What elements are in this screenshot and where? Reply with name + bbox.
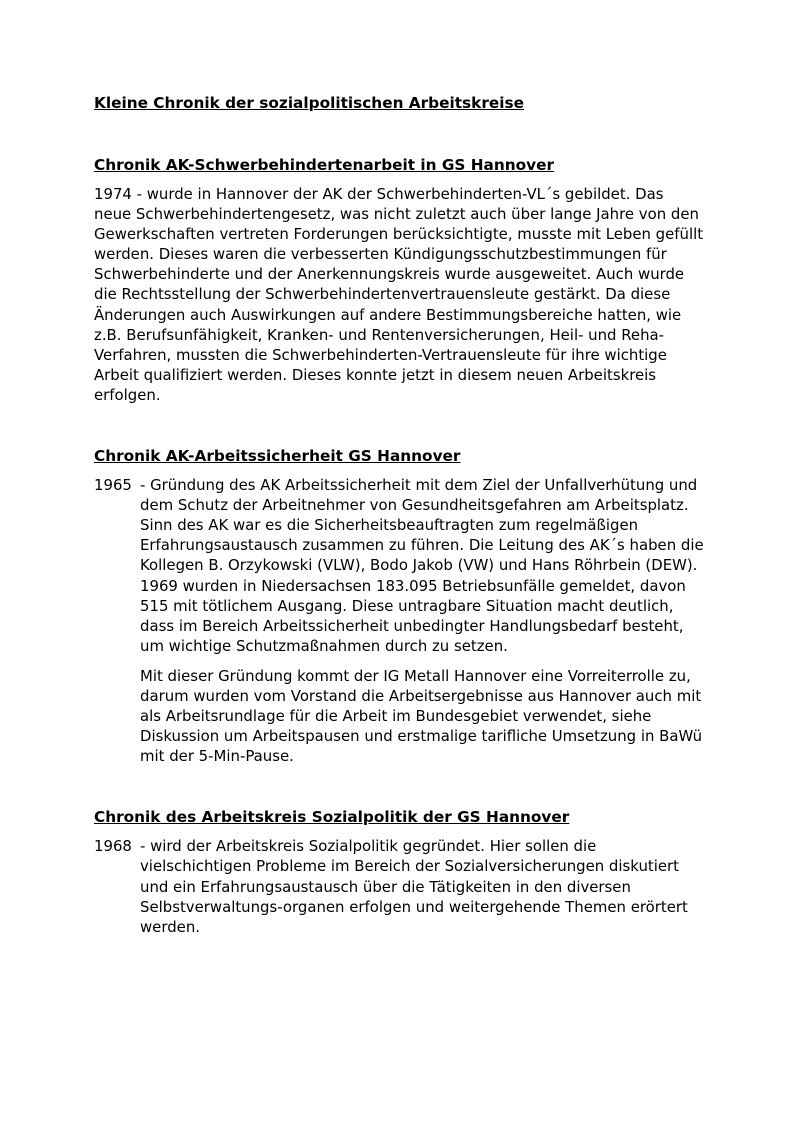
entry-arbeitssicherheit [94,475,704,766]
document-page [94,92,704,937]
section-heading-sozialpolitik: Chronik des Arbeitskreis Sozialpolitik der GS Hannover [94,808,570,827]
entry-text: - wird der Arbeitskreis Sozialpolitik gegründet. Hier sollen die vielschichtigen Probleme im Bereich der Sozialversicherungen diskutiert und ein Erfahrungsaustausch über die Tätigkeiten in den diversen Selbstverwaltungs-organen erfolgen und weitergehende Themen erörtert werden. [140,837,688,936]
entry-sozialpolitik [94,836,704,936]
document-title: Kleine Chronik der sozialpolitischen Arbeitskreise [94,94,524,112]
entry-body [140,475,704,766]
entry-year: 1968 [94,837,132,856]
section-text-schwerbehinderten: 1974 - wurde in Hannover der AK der Schwerbehinderten-VL´s gebildet. Das neue Schwerbehindertengesetz, was nicht zuletzt auch über lange Jahre von den Gewerkschaften vertreten Forderungen berücksichtigte, musste mit Leben gefüllt werden. Dieses waren die verbesserten Kündigungsschutzbestimmungen für Schwerbehinderte und der Anerkennungskreis wurde ausgeweitet. Auch wurde die Rechtsstellung der Schwerbehindertenvertrauensleute gestärkt. Da diese Änderungen auch Auswirkungen auf andere Bestimmungsbereiche hatten, wie z.B. Berufsunfähigkeit, Kranken- und Rentenversicherungen, Heil- und Reha-Verfahren, mussten die Schwerbehinderten-Vertrauensleute für ihre wichtige Arbeit qualifiziert werden. Dieses konnte jetzt in diesem neuen Arbeitskreis erfolgen. [94,185,704,404]
entry-continuation: Mit dieser Gründung kommt der IG Metall Hannover eine Vorreiterrolle zu, darum wurden vom Vorstand die Arbeitsergebnisse aus Hannover auch mit als Arbeitsrundlage für die Arbeit im Bundesgebiet verwendet, siehe Diskussion um Arbeitspausen und erstmalige tarifliche Umsetzung in BaWü mit der 5-Min-Pause. [140,666,703,766]
section-heading-arbeitssicherheit: Chronik AK-Arbeitssicherheit GS Hannover [94,447,461,466]
entry-year: 1965 [94,476,132,495]
entry-body [140,836,704,936]
section-heading-schwerbehinderten: Chronik AK-Schwerbehindertenarbeit in GS Hannover [94,156,555,174]
entry-text: - Gründung des AK Arbeitssicherheit mit dem Ziel der Unfallverhütung und dem Schutz der Arbeitnehmer von Gesundheitsgefahren am Arbeitsplatz. Sinn des AK war es die Sicherheitsbeauftragten zum regelmäßigen Erfahrungsaustausch zusammen zu führen. Die Leitung des AK´s haben die Kollegen B. Orzykowski (VLW), Bodo Jakob (VW) und Hans Röhrbein (DEW). 1969 wurden in Niedersachsen 183.095 Betriebsunfälle gemeldet, davon 515 mit tötlichem Ausgang. Diese untragbare Situation macht deutlich, dass im Bereich Arbeitssicherheit unbedingter Handlungsbedarf besteht, um wichtige Schutzmaßnahmen durch zu setzen. [140,476,704,655]
